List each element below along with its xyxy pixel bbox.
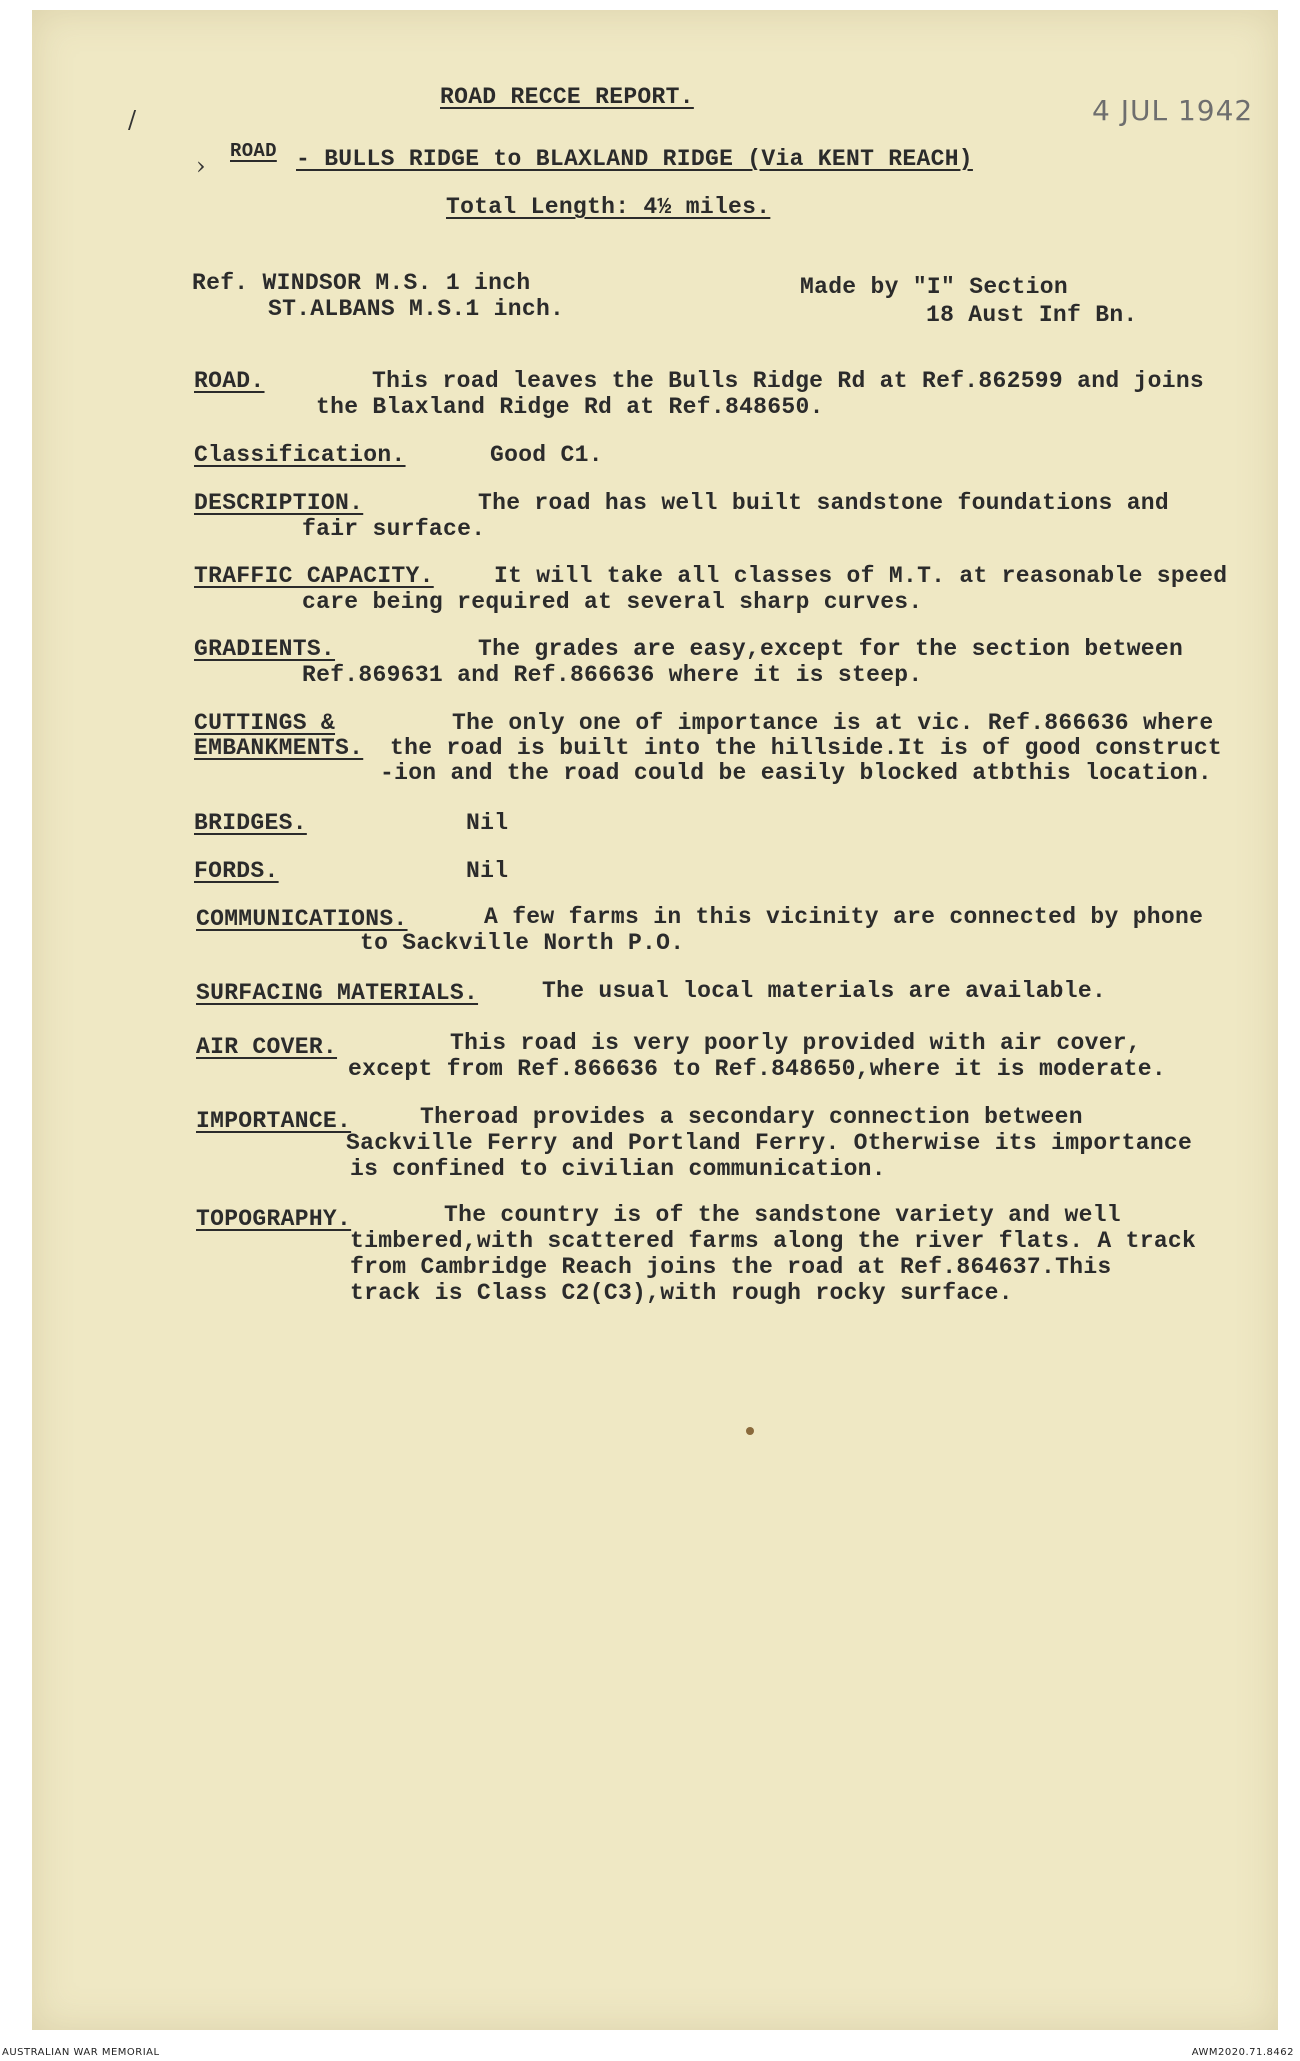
section-label-traffic-capacity: TRAFFIC CAPACITY. [194,563,434,589]
section-text: The usual local materials are available. [542,978,1107,1004]
section-text: Theroad provides a secondary connection between [420,1104,1083,1130]
section-text: This road leaves the Bulls Ridge Rd at Ref.862599 and joins [372,368,1205,394]
section-text: care being required at several sharp curves. [302,589,923,615]
section-label-cuttings: CUTTINGS & [194,710,336,736]
section-label-importance: IMPORTANCE. [196,1108,352,1134]
road-route: - BULLS RIDGE to BLAXLAND RIDGE (Via KENT REACH) [296,146,973,172]
section-text: The road has well built sandstone foundations and [478,490,1170,516]
section-text: -ion and the road could be easily blocked atbthis location. [380,760,1213,786]
section-text: Good C1. [490,442,603,468]
pen-tick-mark: / [128,106,137,134]
map-ref-line2: ST.ALBANS M.S.1 inch. [268,296,565,322]
total-length: Total Length: 4½ miles. [446,194,771,220]
date-stamp: 4 JUL 1942 [1092,94,1254,127]
section-text: to Sackville North P.O. [360,930,685,956]
section-label-road: ROAD. [194,368,265,394]
section-text: is confined to civilian communication. [350,1156,886,1182]
made-by-line2: 18 Aust Inf Bn. [926,302,1138,328]
report-title: ROAD RECCE REPORT. [440,84,694,110]
ink-spot [746,1427,754,1435]
section-text: The only one of importance is at vic. Ref.866636 where [452,710,1214,736]
section-label-communications: COMMUNICATIONS. [196,906,408,932]
section-label-classification: Classification. [194,442,406,468]
map-ref-line1: Ref. WINDSOR M.S. 1 inch [192,270,531,296]
section-text: the road is built into the hillside.It is of good construct [390,735,1223,761]
made-by-line1: Made by "I" Section [800,274,1068,300]
section-text: Sackville Ferry and Portland Ferry. Otherwise its importance [346,1130,1193,1156]
section-text: from Cambridge Reach joins the road at Ref.864637.This [350,1254,1112,1280]
section-text: A few farms in this vicinity are connected by phone [484,904,1204,930]
section-label-embankments: EMBANKMENTS. [194,735,364,761]
section-text: the Blaxland Ridge Rd at Ref.848650. [316,394,824,420]
footer-left: AUSTRALIAN WAR MEMORIAL [2,2047,160,2058]
section-text: timbered,with scattered farms along the river flats. A track [350,1228,1197,1254]
section-label-air-cover: AIR COVER. [196,1034,338,1060]
section-text: Nil [466,858,509,884]
section-text: track is Class C2(C3),with rough rocky surface. [350,1280,1013,1306]
section-text: Nil [466,810,509,836]
pen-tick-mark: › [196,152,206,180]
section-text: This road is very poorly provided with air cover, [450,1030,1142,1056]
section-label-surfacing: SURFACING MATERIALS. [196,980,479,1006]
road-label: ROAD [230,140,277,162]
section-text: It will take all classes of M.T. at reasonable speed [494,563,1228,589]
footer-right: AWM2020.71.8462 [1191,2047,1294,2058]
section-label-gradients: GRADIENTS. [194,636,336,662]
section-text: fair surface. [302,516,486,542]
section-label-description: DESCRIPTION. [194,490,364,516]
section-text: Ref.869631 and Ref.866636 where it is steep. [302,662,923,688]
section-label-topography: TOPOGRAPHY. [196,1206,352,1232]
section-label-bridges: BRIDGES. [194,810,307,836]
section-label-fords: FORDS. [194,858,279,884]
section-text: The country is of the sandstone variety and well [444,1202,1121,1228]
section-text: except from Ref.866636 to Ref.848650,where it is moderate. [348,1056,1166,1082]
section-text: The grades are easy,except for the section between [478,636,1184,662]
